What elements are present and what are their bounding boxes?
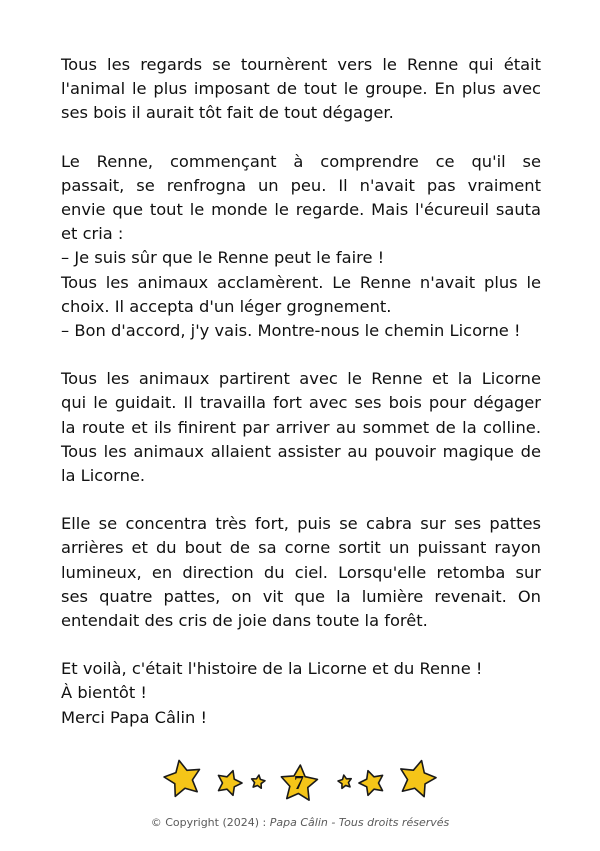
paragraph — [61, 150, 541, 344]
text-line: Le Renne, commençant à comprendre ce qu'il se — [61, 151, 541, 171]
text-line: lumineux, en direction du ciel. Lorsqu'elle retomba sur — [61, 562, 541, 582]
text-line: et cria : — [61, 224, 124, 244]
text-line: la route et ils finirent par arriver au sommet de la colline. — [61, 417, 541, 437]
text-line: Merci Papa Câlin ! — [61, 707, 208, 727]
star-icon — [336, 773, 354, 791]
text-line: entendait des cris de joie dans toute la forêt. — [61, 611, 428, 631]
text-line: À bientôt ! — [61, 683, 147, 703]
copyright-notice — [0, 816, 600, 829]
star-icon — [162, 758, 204, 800]
story-text — [61, 53, 541, 754]
text-line: qui le guidait. Il travailla fort avec ses bois pour dégager — [61, 393, 541, 413]
text-line: arrières et du bout de sa corne sortit un puissant rayon — [61, 538, 541, 558]
text-line: envie que tout le monde le regarde. Mais l'écureuil sauta — [61, 200, 541, 220]
copyright-owner: Papa Câlin - Tous droits réservés — [269, 816, 450, 829]
paragraph — [61, 512, 541, 633]
text-line: Tous les animaux partirent avec le Renne et la Licorne — [61, 369, 541, 389]
text-line: la Licorne. — [61, 466, 146, 486]
paragraph — [61, 367, 541, 488]
page-number: 7 — [294, 772, 304, 794]
dialogue-line: – Je suis sûr que le Renne peut le faire ! — [61, 248, 385, 268]
text-line: l'animal le plus imposant de tout le groupe. En plus avec — [61, 79, 541, 99]
paragraph — [61, 53, 541, 126]
text-line: Et voilà, c'était l'histoire de la Licorne et du Renne ! — [61, 659, 483, 679]
text-line: Tous les animaux allaient assister au pouvoir magique de — [61, 441, 541, 461]
dialogue-line: – Bon d'accord, j'y vais. Montre-nous le chemin Licorne ! — [61, 321, 521, 341]
text-line: passait, se renfrogna un peu. Il n'avait pas vraiment — [61, 175, 541, 195]
paragraph — [61, 657, 541, 730]
text-line: choix. Il accepta d'un léger grognement. — [61, 296, 392, 316]
star-icon — [214, 768, 244, 798]
star-icon — [249, 773, 267, 791]
text-line: ses quatre pattes, on vit que la lumière revenait. On — [61, 586, 541, 606]
star-icon — [357, 768, 387, 798]
text-line: Elle se concentra très fort, puis se cabra sur ses pattes — [61, 514, 541, 534]
text-line: ses bois il aurait tôt fait de tout dégager. — [61, 103, 394, 123]
text-line: Tous les animaux acclamèrent. Le Renne n'avait plus le — [61, 272, 541, 292]
copyright-prefix: © Copyright (2024) : — [150, 816, 270, 829]
text-line: Tous les regards se tournèrent vers le Renne qui était — [61, 55, 541, 74]
star-icon — [396, 758, 438, 800]
